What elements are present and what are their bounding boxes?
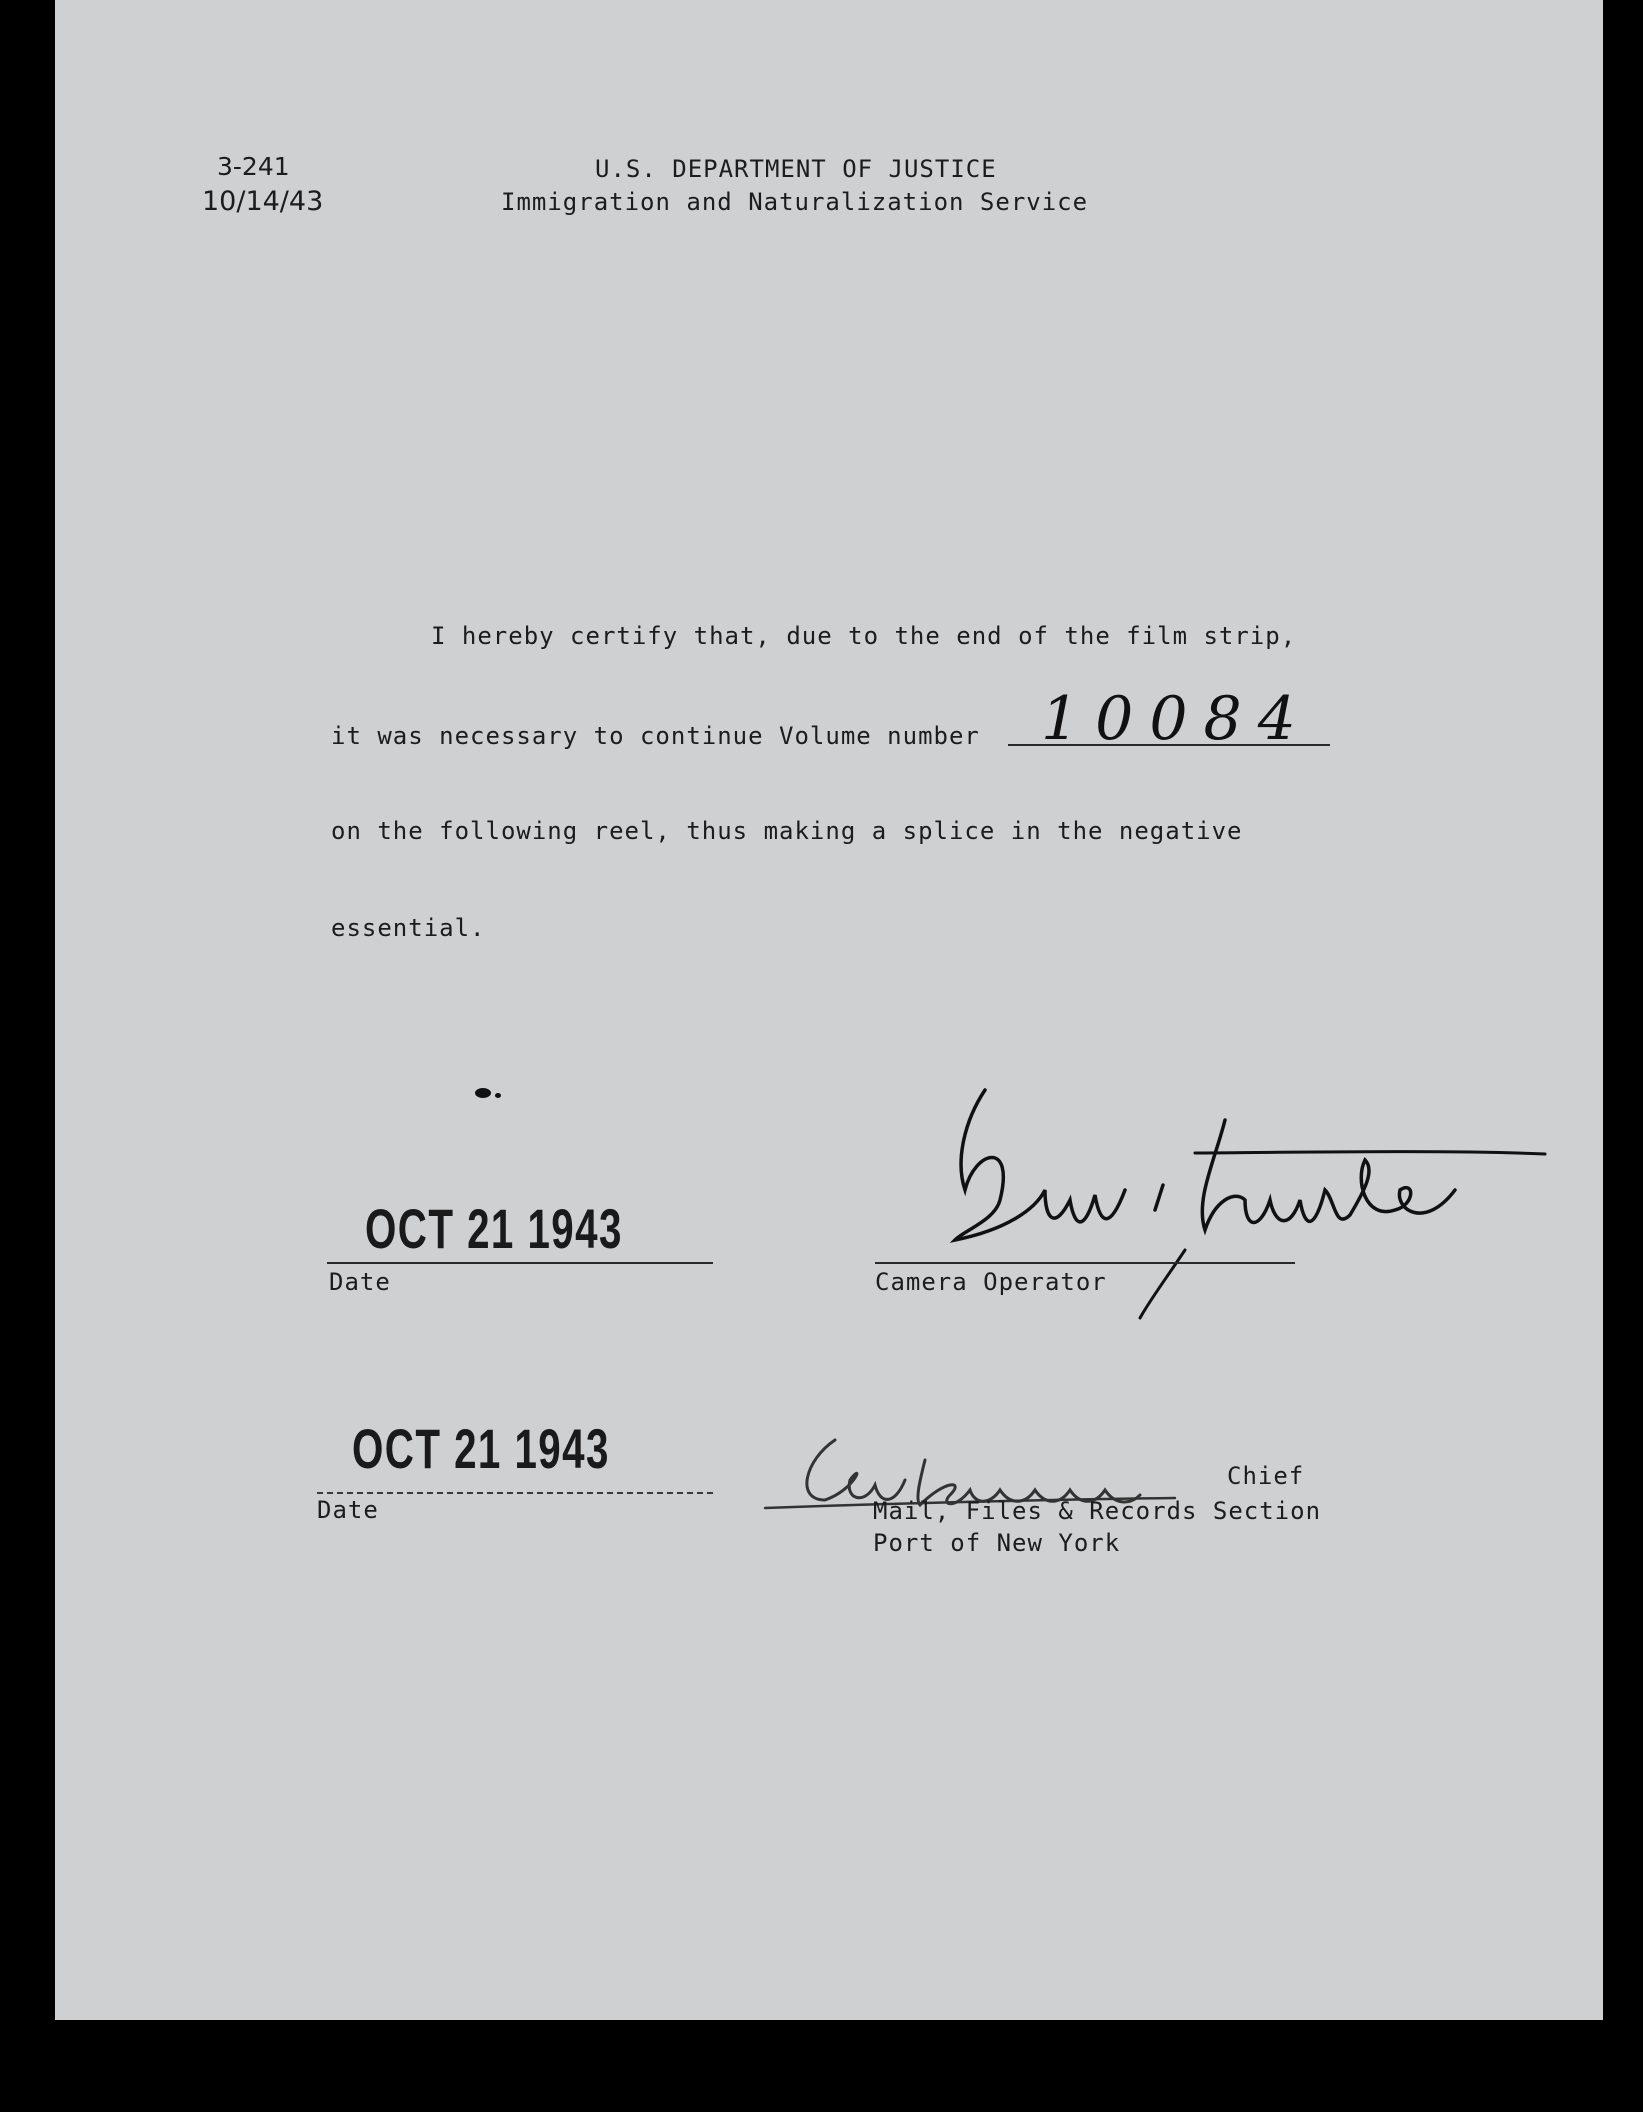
camera-date-line — [327, 1262, 713, 1264]
department-heading: U.S. DEPARTMENT OF JUSTICE — [595, 155, 997, 183]
camera-date-stamp: OCT 21 1943 — [365, 1197, 623, 1260]
certification-line-3: on the following reel, thus making a splice in the negative — [331, 817, 1243, 845]
camera-operator-line — [875, 1262, 1295, 1264]
form-number: 3-241 — [217, 152, 290, 181]
chief-location: Port of New York — [873, 1529, 1121, 1557]
camera-operator-label: Camera Operator — [875, 1268, 1107, 1296]
chief-date-line — [317, 1492, 713, 1494]
certification-line-2: it was necessary to continue Volume number — [331, 722, 980, 750]
form-date: 10/14/43 — [202, 186, 324, 217]
service-heading: Immigration and Naturalization Service — [501, 188, 1089, 216]
volume-number: 10084 — [1041, 684, 1312, 754]
ink-speck — [475, 1088, 491, 1098]
camera-date-label: Date — [329, 1268, 391, 1296]
chief-date-stamp: OCT 21 1943 — [352, 1417, 610, 1480]
chief-title: Chief — [1227, 1462, 1305, 1490]
certification-line-1: I hereby certify that, due to the end of the film strip, — [431, 622, 1297, 650]
chief-date-label: Date — [317, 1496, 379, 1524]
chief-section: Mail, Files & Records Section — [873, 1497, 1322, 1525]
document-page — [55, 0, 1603, 2020]
certification-line-4: essential. — [331, 914, 486, 942]
ink-speck — [495, 1093, 501, 1098]
